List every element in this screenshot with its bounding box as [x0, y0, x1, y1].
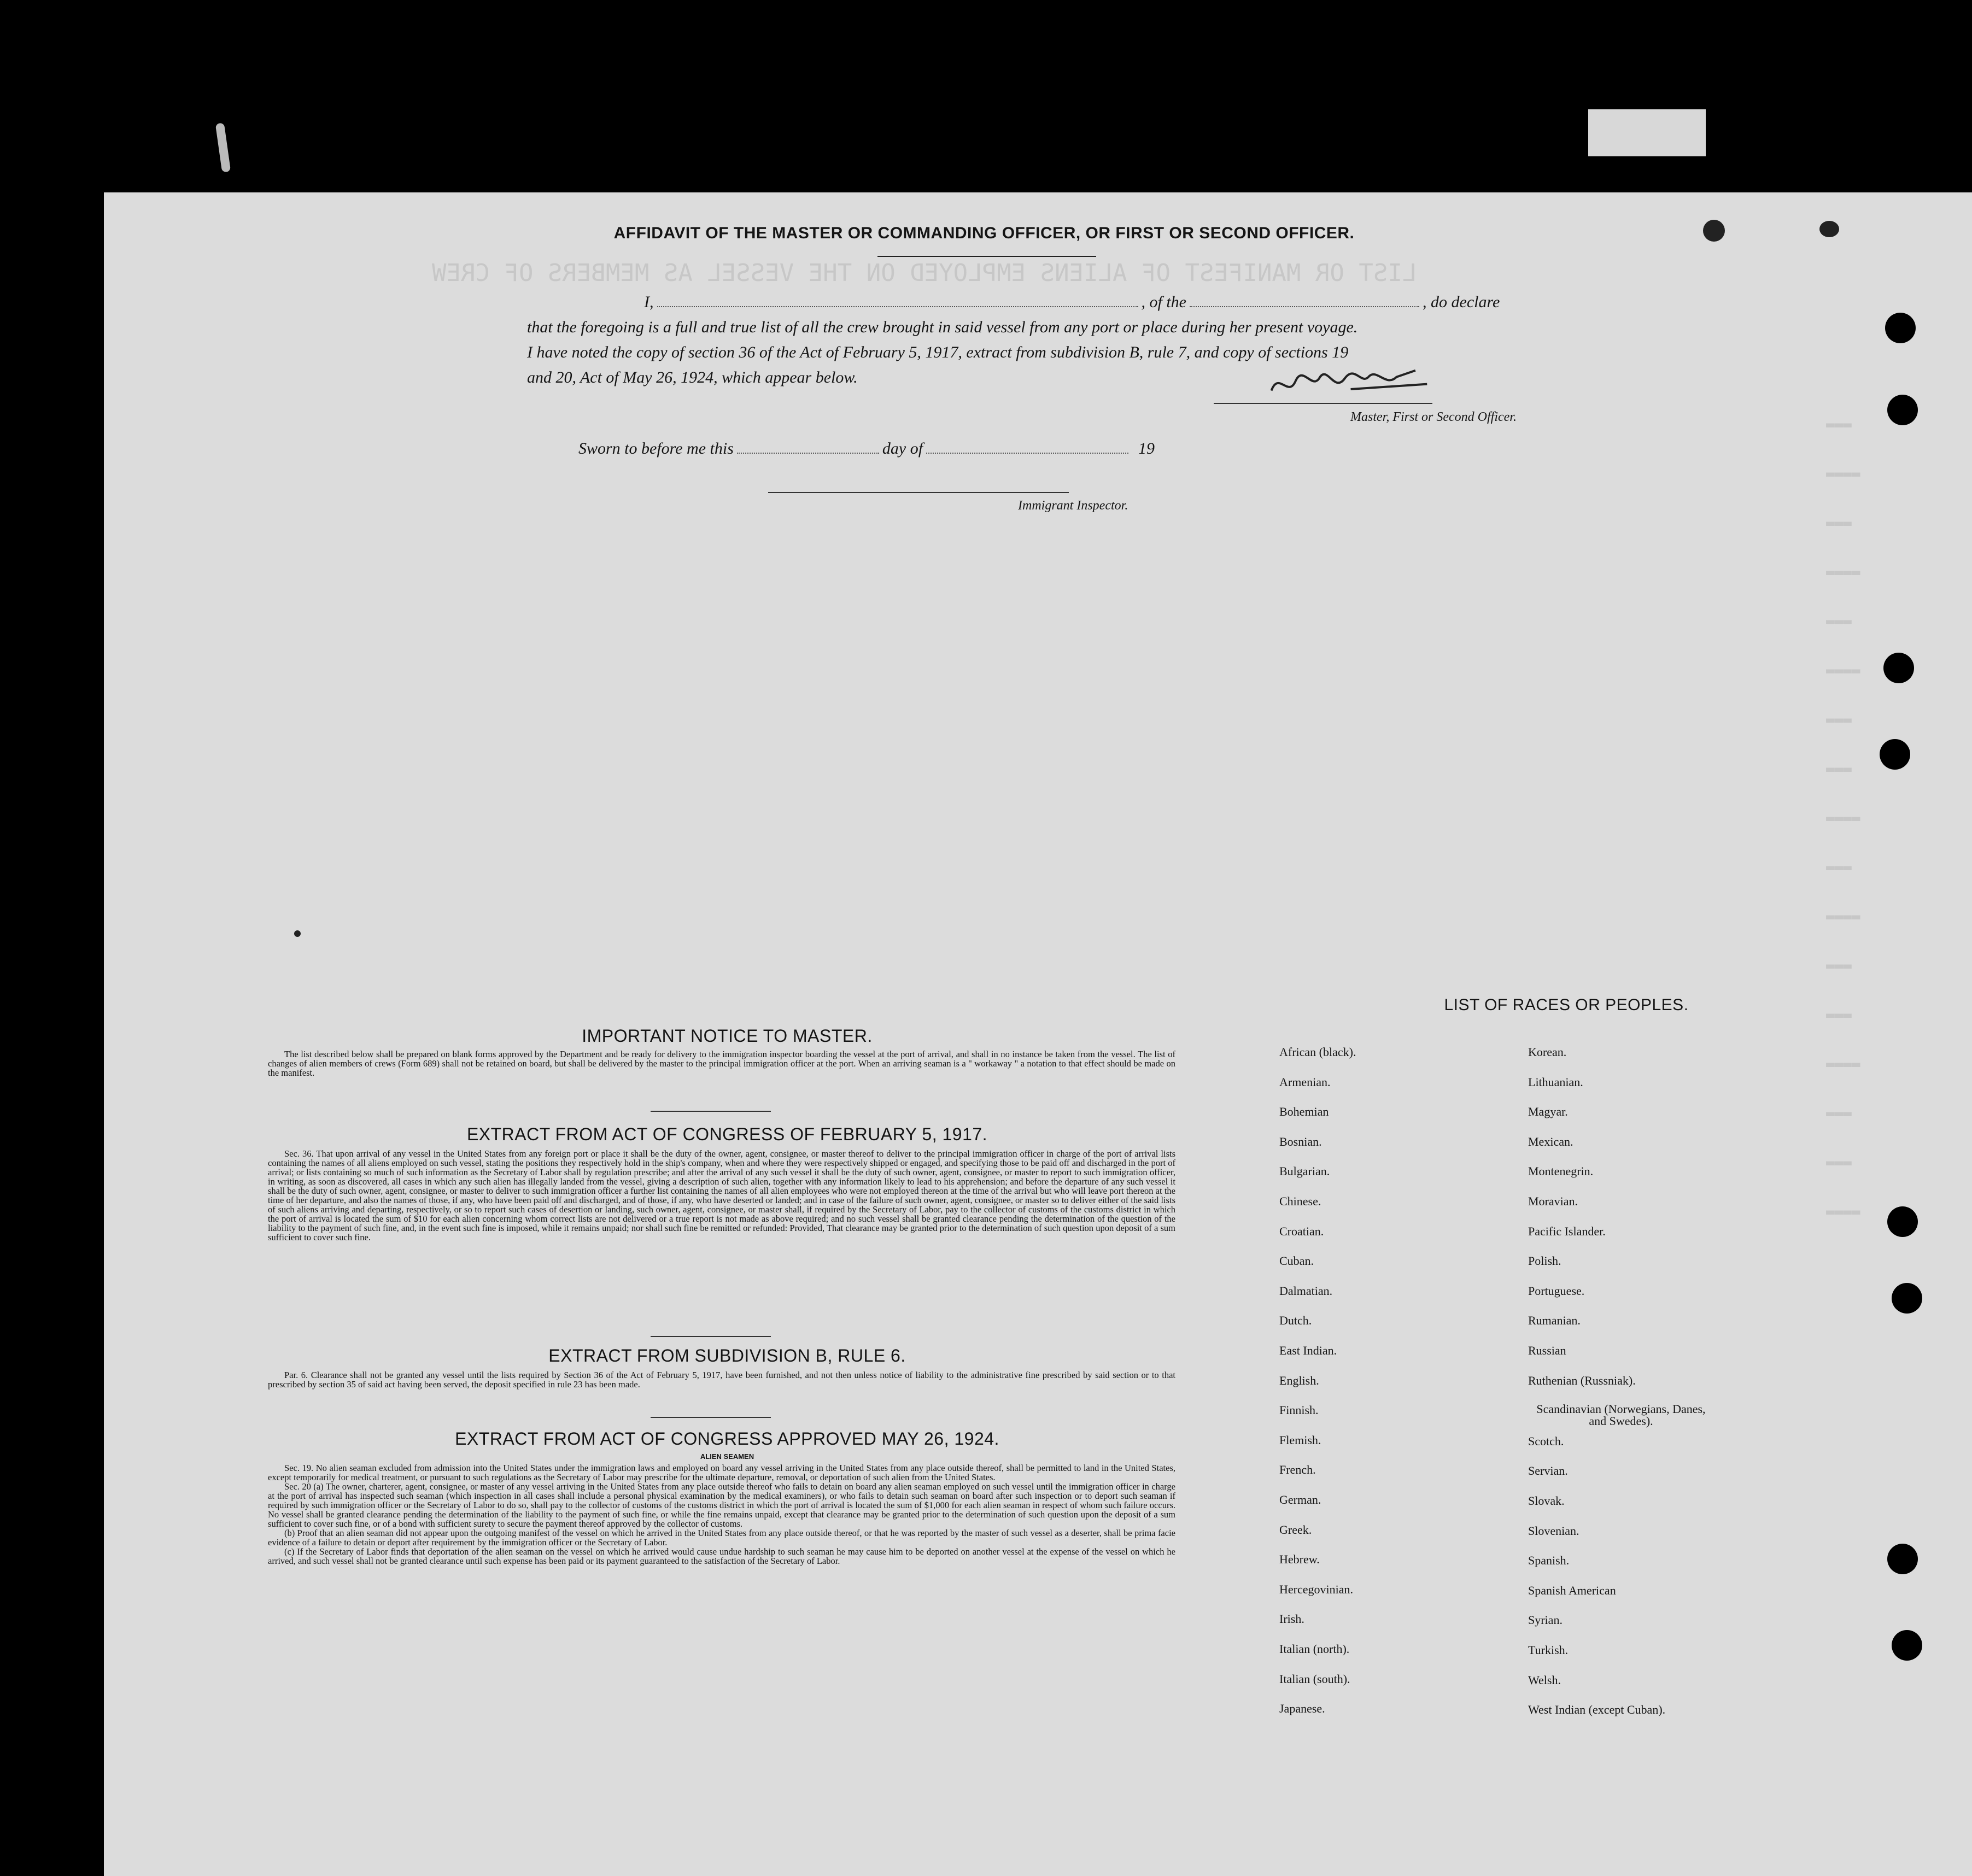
race-item: Dutch.	[1279, 1314, 1312, 1328]
race-item: Dalmatian.	[1279, 1283, 1333, 1298]
rule-6-title: EXTRACT FROM SUBDIVISION B, RULE 6.	[548, 1346, 906, 1365]
race-item: Chinese.	[1279, 1194, 1321, 1208]
paper-tab	[1588, 109, 1706, 156]
bleed-through-heading: LIST OR MANIFEST OF ALIENS EMPLOYED ON THE VESSEL AS MEMBERS OF CREW	[432, 259, 1417, 287]
alien-seamen-subtitle: ALIEN SEAMEN	[700, 1452, 754, 1461]
ink-spot	[1819, 221, 1839, 237]
sworn-prefix: Sworn to before me this	[578, 439, 734, 458]
race-item: Slovak.	[1528, 1494, 1565, 1508]
bleed-through-column: ▬▬▬ ▬▬▬▬ ▬▬▬ ▬▬▬▬ ▬▬▬ ▬▬▬▬ ▬▬▬ ▬▬▬ ▬▬▬▬ ▬▬▬ ▬▬▬▬ ▬▬▬ ▬▬▬ ▬▬▬▬ ▬▬▬ ▬▬▬ ▬▬▬▬	[1826, 417, 1860, 1220]
race-item: Moravian.	[1528, 1194, 1578, 1208]
race-item: Italian (north).	[1279, 1642, 1350, 1656]
rule-6-text	[268, 1370, 1175, 1389]
rule-6-paragraph: Par. 6. Clearance shall not be granted any vessel until the lists required by Section 36 of the Act of February 5, 1917, have been furnished, and not then unless notice of liability to the administrative fine prescribed by said section or to that prescribed by section 35 of said act having been served, the deposit specified in rule 23 has been made.	[268, 1370, 1175, 1390]
sworn-month-field[interactable]	[926, 452, 1128, 454]
signature-label: Master, First or Second Officer.	[1350, 410, 1517, 424]
officer-signature	[1267, 357, 1433, 409]
signature-line	[1214, 403, 1432, 404]
inspector-signature-line	[768, 492, 1069, 493]
races-title: LIST OF RACES OR PEOPLES.	[1444, 996, 1689, 1014]
document-page	[104, 192, 1972, 1876]
punch-hole	[1892, 1630, 1922, 1661]
section-20b-paragraph: (b) Proof that an alien seaman did not appear upon the outgoing manifest of the vessel on which he arrived in the United States from any place outside thereof, or that he was reported by the master of such vessel as a deserter, shall be prima facie evidence of a failure to detain or deport after requirement by the immigration officer or the Secretary of Labor.	[268, 1528, 1175, 1547]
affidavit-line-4: and 20, Act of May 26, 1924, which appear below.	[527, 368, 858, 386]
race-item: Slovenian.	[1528, 1523, 1579, 1538]
race-item: Greek.	[1279, 1522, 1312, 1537]
extract-1917-text	[268, 1149, 1175, 1242]
section-divider	[651, 1417, 771, 1418]
race-item: Finnish.	[1279, 1403, 1319, 1417]
race-item: Armenian.	[1279, 1075, 1331, 1089]
section-divider	[651, 1111, 771, 1112]
punch-hole	[1887, 1206, 1918, 1237]
extract-1924-title: EXTRACT FROM ACT OF CONGRESS APPROVED MAY 26, 1924.	[455, 1429, 999, 1449]
notice-title: IMPORTANT NOTICE TO MASTER.	[582, 1026, 873, 1046]
race-item: Cuban.	[1279, 1254, 1314, 1268]
sworn-line	[578, 439, 1155, 458]
race-item: Bohemian	[1279, 1105, 1329, 1119]
affidavit-text	[527, 290, 1620, 390]
race-item: Servian.	[1528, 1464, 1568, 1478]
race-item: African (black).	[1279, 1045, 1356, 1059]
race-item: Turkish.	[1528, 1643, 1569, 1657]
section-divider	[651, 1336, 771, 1337]
race-item: Hebrew.	[1279, 1552, 1320, 1567]
punch-hole	[1887, 1544, 1918, 1574]
race-item: Irish.	[1279, 1612, 1304, 1626]
affidavit-line-3: I have noted the copy of section 36 of the Act of February 5, 1917, extract from subdivision B, rule 7, and copy of sections 19	[527, 343, 1349, 361]
race-item: Ruthenian (Russniak).	[1528, 1373, 1636, 1387]
race-item: French.	[1279, 1463, 1316, 1477]
race-item: Portuguese.	[1528, 1283, 1585, 1298]
race-item: Hercegovinian.	[1279, 1582, 1353, 1596]
sworn-year-prefix: 19	[1138, 439, 1155, 458]
ink-spot	[294, 930, 301, 937]
signature-scrawl-icon	[1267, 357, 1433, 404]
race-item: Korean.	[1528, 1045, 1567, 1059]
race-item: Magyar.	[1528, 1105, 1568, 1119]
punch-hole	[1883, 653, 1914, 683]
race-item: Scotch.	[1528, 1434, 1564, 1448]
race-item: Flemish.	[1279, 1433, 1321, 1447]
race-item: West Indian (except Cuban).	[1528, 1703, 1666, 1717]
race-item: Russian	[1528, 1344, 1566, 1357]
race-item: Rumanian.	[1528, 1314, 1581, 1328]
race-item: Lithuanian.	[1528, 1075, 1583, 1089]
sworn-day-of: day of	[882, 439, 923, 458]
declarant-prefix: I,	[644, 293, 654, 311]
punch-hole	[1880, 739, 1910, 770]
punch-hole	[1892, 1283, 1922, 1314]
declare-label: , do declare	[1423, 293, 1500, 311]
affidavit-line-2: that the foregoing is a full and true list of all the crew brought in said vessel from any port or place during her present voyage.	[527, 318, 1358, 336]
race-item: German.	[1279, 1493, 1321, 1506]
title-rule	[877, 256, 1096, 257]
sworn-day-field[interactable]	[737, 452, 879, 454]
section-19-paragraph: Sec. 19. No alien seaman excluded from admission into the United States under the immigration laws and employed on board any vessel arriving in the United States from any place outside thereof, shall be permitted to land in the United States, except temporarily for medical treatment, or pursuant to such regulations as the Secretary of Labor may prescribe for the ultimate departure, removal, or deportation of such alien from the United States.	[268, 1463, 1175, 1482]
race-item: Bulgarian.	[1279, 1164, 1330, 1179]
ink-spot	[1703, 220, 1725, 242]
notice-text	[268, 1050, 1175, 1077]
inspector-label: Immigrant Inspector.	[1018, 499, 1128, 513]
punch-hole	[1885, 313, 1916, 343]
declarant-name-field[interactable]	[657, 306, 1138, 307]
declarant-line	[527, 290, 1620, 315]
race-item: Mexican.	[1528, 1134, 1573, 1148]
race-item: Welsh.	[1528, 1673, 1561, 1687]
section-20c-paragraph: (c) If the Secretary of Labor finds that deportation of the alien seaman on the vessel on which he arrived would cause undue hardship to such seaman he may cause him to be deported on another vessel at the expense of the vessel on which he arrived, and such vessel shall not be granted clearance until such expense has been paid or its payment guaranteed to the satisfaction of the Secretary of Labor.	[268, 1546, 1175, 1566]
vessel-name-field[interactable]	[1190, 306, 1419, 307]
race-item: Scandinavian (Norwegians, Danes, and Swedes).	[1536, 1402, 1706, 1428]
race-item: Spanish.	[1528, 1553, 1570, 1568]
race-item: East Indian.	[1279, 1344, 1337, 1357]
race-item: Polish.	[1528, 1254, 1561, 1268]
race-item: Montenegrin.	[1528, 1164, 1594, 1179]
race-item: English.	[1279, 1373, 1319, 1387]
race-item: Japanese.	[1279, 1702, 1325, 1716]
section-20a-paragraph: Sec. 20 (a) The owner, charterer, agent, consignee, or master of any vessel arriving in the United States from any place outside thereof who fails to detain on board any alien seaman employed on such vessel until the immigration officer in charge at the port of arrival has inspected such seaman (which inspection in all cases shall include a personal physical examination by the medical examiners), or who fails to detain such seaman on board after such inspection or to deport such seaman if required by such immigration officer or the Secretary of Labor to do so, shall pay to the collector of customs of the customs district in which the port of arrival is located the sum of $1,000 for each alien seaman in respect of whom such failure occurs. No vessel shall be granted clearance pending the determination of the liability to the payment of such fine, or while the fine remains unpaid, except that clearance may be granted prior to the determination of such question upon the deposit of a sum sufficient to cover such fine, or of a bond with sufficient surety to secure the payment thereof approved by the collector of customs.	[268, 1481, 1175, 1529]
race-item: Pacific Islander.	[1528, 1224, 1606, 1238]
declarant-of-label: , of the	[1141, 293, 1186, 311]
race-item: Croatian.	[1279, 1224, 1324, 1238]
affidavit-title: AFFIDAVIT OF THE MASTER OR COMMANDING OFFICER, OR FIRST OR SECOND OFFICER.	[613, 224, 1355, 242]
race-item: Italian (south).	[1279, 1672, 1350, 1686]
race-item: Syrian.	[1528, 1613, 1563, 1627]
punch-hole	[1887, 395, 1918, 425]
extract-1924-text	[268, 1463, 1175, 1566]
paper-scrap	[215, 122, 231, 172]
section-36-paragraph: Sec. 36. That upon arrival of any vessel in the United States from any foreign port or place it shall be the duty of the owner, agent, consignee, or master thereof to deliver to the principal immigration officer in charge of the port of arrival lists containing the names of all aliens employed on such vessel, stating the positions they respectively hold in the ship's company, when and where they were respectively shipped or engaged, and specifying those to be paid off and discharged in the port of arrival; or lists containing so much of such information as the Secretary of Labor shall by regulation prescribe; and after the arrival of any such vessel it shall be the duty of such owner, agent, consignee, or master to report to such immigration officer, in writing, as soon as discovered, all cases in which any such alien has illegally landed from the vessel, giving a description of such alien, together with any information likely to lead to his apprehension; and before the departure of any such vessel it shall be the duty of such owner, agent, consignee, or master to deliver to such immigration officer a further list containing the names of all alien employees who were not employed thereon at the time of the arrival but who will leave port thereon at the time of her departure, and also the names of those, if any, who have been paid off and discharged, and of those, if any, who have deserted or landed; and in case of the failure of such owner, agent, consignee, or master so to deliver either of the said lists of such aliens arriving and departing, respectively, or so to report such cases of desertion or landing, such owner, agent, consignee, or master shall, if required by the Secretary of Labor, pay to the collector of customs of the customs district in which the port of arrival is located the sum of $10 for each alien concerning whom correct lists are not delivered or a true report is not made as above required; and no such vessel shall be granted clearance pending the determination of the question of the liability to the payment of such fine, and, in the event such fine is imposed, while it remains unpaid; nor shall such fine be remitted or refunded: Provided, That clearance may be granted prior to the determination of such question upon deposit of a sum sufficient to cover such fine.	[268, 1148, 1175, 1242]
race-item: Spanish American	[1528, 1583, 1616, 1597]
race-item: Bosnian.	[1279, 1134, 1322, 1148]
notice-paragraph: The list described below shall be prepared on blank forms approved by the Department and be ready for delivery to the immigration inspector boarding the vessel at the port of arrival, and shall in no instance be taken from the vessel. The list of changes of alien members of crews (Form 689) shall not be retained on board, but shall be delivered by the master to the principal immigration officer at the port. When an arriving seaman is a " workaway " a notation to that effect should be made on the manifest.	[268, 1049, 1175, 1078]
extract-1917-title: EXTRACT FROM ACT OF CONGRESS OF FEBRUARY 5, 1917.	[466, 1124, 988, 1144]
